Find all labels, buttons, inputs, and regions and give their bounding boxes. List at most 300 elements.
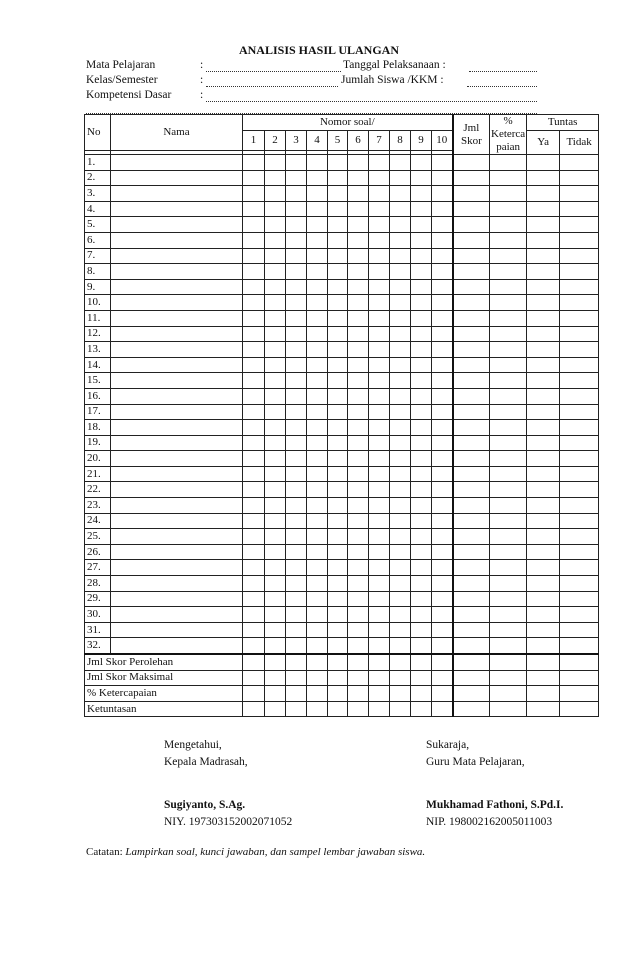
cell-nama — [111, 373, 243, 389]
cell-soal — [390, 420, 411, 436]
cell-ketercapaian — [490, 638, 527, 654]
cell-soal — [307, 201, 328, 217]
cell-soal — [286, 232, 307, 248]
cell-soal — [411, 513, 432, 529]
row-number: 21. — [85, 466, 111, 482]
cell-soal — [390, 326, 411, 342]
cell-ketercapaian — [490, 482, 527, 498]
cell-soal — [286, 670, 307, 686]
cell-tidak — [560, 466, 599, 482]
cell-soal — [286, 388, 307, 404]
cell-soal — [286, 357, 307, 373]
cell-soal — [328, 560, 348, 576]
cell-soal — [411, 248, 432, 264]
cell-soal — [265, 701, 286, 717]
cell-soal — [411, 342, 432, 358]
cell-tidak — [560, 607, 599, 623]
cell-soal — [243, 591, 265, 607]
cell-soal — [265, 310, 286, 326]
header-ketercapaian-line2: Keterca — [491, 128, 526, 140]
summary-row — [85, 686, 599, 702]
cell-jml-skor — [453, 576, 490, 592]
cell-nama — [111, 607, 243, 623]
cell-soal — [390, 435, 411, 451]
cell-soal — [348, 482, 369, 498]
cell-soal — [286, 560, 307, 576]
row-number: 24. — [85, 513, 111, 529]
cell-soal — [369, 342, 390, 358]
cell-ya — [527, 654, 560, 670]
cell-soal — [265, 232, 286, 248]
cell-soal — [411, 654, 432, 670]
cell-soal — [369, 591, 390, 607]
cell-ya — [527, 217, 560, 233]
cell-soal — [348, 170, 369, 186]
cell-soal — [286, 279, 307, 295]
cell-soal — [369, 217, 390, 233]
cell-tidak — [560, 155, 599, 171]
cell-soal — [307, 435, 328, 451]
cell-soal — [432, 155, 453, 171]
cell-soal — [411, 591, 432, 607]
row-number: 31. — [85, 622, 111, 638]
cell-soal — [243, 686, 265, 702]
cell-ketercapaian — [490, 435, 527, 451]
cell-nama — [111, 357, 243, 373]
row-number: 20. — [85, 451, 111, 467]
cell-soal — [243, 201, 265, 217]
table-row — [85, 373, 599, 389]
cell-jml-skor — [453, 482, 490, 498]
cell-tidak — [560, 420, 599, 436]
cell-soal — [411, 232, 432, 248]
cell-soal — [369, 155, 390, 171]
cell-soal — [390, 295, 411, 311]
cell-soal — [307, 670, 328, 686]
cell-nama — [111, 248, 243, 264]
cell-jml-skor — [453, 217, 490, 233]
cell-ya — [527, 607, 560, 623]
cell-soal — [328, 279, 348, 295]
cell-soal — [411, 420, 432, 436]
cell-soal — [307, 295, 328, 311]
cell-soal — [328, 342, 348, 358]
cell-soal — [328, 388, 348, 404]
cell-soal — [243, 264, 265, 280]
cell-ya — [527, 342, 560, 358]
cell-nama — [111, 388, 243, 404]
cell-soal — [265, 155, 286, 171]
cell-soal — [369, 326, 390, 342]
cell-ketercapaian — [490, 607, 527, 623]
cell-nama — [111, 217, 243, 233]
header-nama: Nama — [111, 115, 243, 151]
cell-soal — [390, 155, 411, 171]
row-number: 25. — [85, 529, 111, 545]
header-nomor-soal: Nomor soal/ — [243, 115, 453, 131]
cell-soal — [265, 466, 286, 482]
cell-soal — [411, 404, 432, 420]
cell-soal — [243, 232, 265, 248]
cell-soal — [307, 217, 328, 233]
cell-ya — [527, 388, 560, 404]
cell-soal — [286, 686, 307, 702]
cell-soal — [286, 544, 307, 560]
cell-soal — [369, 248, 390, 264]
cell-ya — [527, 201, 560, 217]
cell-soal — [307, 232, 328, 248]
cell-soal — [411, 607, 432, 623]
cell-soal — [307, 482, 328, 498]
cell-soal — [369, 654, 390, 670]
cell-soal — [243, 701, 265, 717]
cell-soal — [243, 155, 265, 171]
cell-soal — [390, 513, 411, 529]
row-number: 4. — [85, 201, 111, 217]
cell-jml-skor — [453, 295, 490, 311]
sig-left-id: NIY. 197303152002071052 — [164, 816, 293, 828]
cell-ketercapaian — [490, 498, 527, 514]
cell-soal — [390, 560, 411, 576]
cell-ya — [527, 170, 560, 186]
cell-soal — [432, 170, 453, 186]
cell-soal — [286, 217, 307, 233]
summary-row — [85, 670, 599, 686]
cell-ya — [527, 529, 560, 545]
cell-nama — [111, 155, 243, 171]
cell-ya — [527, 248, 560, 264]
cell-ketercapaian — [490, 404, 527, 420]
cell-ketercapaian — [490, 155, 527, 171]
row-number: 6. — [85, 232, 111, 248]
cell-tidak — [560, 622, 599, 638]
cell-soal — [432, 638, 453, 654]
cell-soal — [411, 435, 432, 451]
cell-soal — [243, 638, 265, 654]
cell-soal — [328, 701, 348, 717]
cell-soal — [328, 686, 348, 702]
cell-tidak — [560, 654, 599, 670]
cell-ketercapaian — [490, 295, 527, 311]
cell-soal — [328, 576, 348, 592]
cell-soal — [243, 373, 265, 389]
cell-soal — [243, 435, 265, 451]
cell-soal — [243, 388, 265, 404]
cell-soal — [243, 279, 265, 295]
cell-soal — [307, 529, 328, 545]
row-number: 7. — [85, 248, 111, 264]
cell-soal — [286, 201, 307, 217]
cell-soal — [243, 248, 265, 264]
cell-soal — [432, 435, 453, 451]
table-row — [85, 295, 599, 311]
cell-soal — [390, 638, 411, 654]
cell-soal — [328, 170, 348, 186]
cell-tidak — [560, 326, 599, 342]
cell-soal — [432, 404, 453, 420]
cell-soal — [328, 607, 348, 623]
cell-tidak — [560, 513, 599, 529]
cell-soal — [243, 326, 265, 342]
cell-ya — [527, 326, 560, 342]
cell-soal — [369, 560, 390, 576]
cell-soal — [328, 529, 348, 545]
cell-nama — [111, 466, 243, 482]
cell-soal — [265, 686, 286, 702]
cell-jml-skor — [453, 186, 490, 202]
cell-jml-skor — [453, 591, 490, 607]
cell-soal — [411, 357, 432, 373]
cell-jml-skor — [453, 279, 490, 295]
table-row — [85, 435, 599, 451]
cell-soal — [411, 279, 432, 295]
cell-ketercapaian — [490, 654, 527, 670]
cell-soal — [390, 248, 411, 264]
header-soal-5: 5 — [328, 130, 348, 150]
cell-jml-skor — [453, 201, 490, 217]
colon: : — [200, 89, 204, 101]
cell-ya — [527, 155, 560, 171]
cell-soal — [265, 591, 286, 607]
cell-soal — [432, 342, 453, 358]
cell-tidak — [560, 529, 599, 545]
cell-soal — [432, 529, 453, 545]
cell-soal — [411, 701, 432, 717]
cell-soal — [369, 404, 390, 420]
cell-soal — [390, 686, 411, 702]
cell-ya — [527, 264, 560, 280]
cell-ya — [527, 591, 560, 607]
cell-soal — [328, 232, 348, 248]
cell-soal — [307, 607, 328, 623]
cell-soal — [411, 686, 432, 702]
cell-ketercapaian — [490, 591, 527, 607]
cell-ketercapaian — [490, 560, 527, 576]
kompetensi-dasar-field — [206, 101, 537, 102]
row-number: 32. — [85, 638, 111, 654]
cell-tidak — [560, 357, 599, 373]
cell-soal — [369, 170, 390, 186]
cell-soal — [265, 529, 286, 545]
cell-soal — [243, 622, 265, 638]
cell-soal — [411, 451, 432, 467]
sig-right-line1: Sukaraja, — [426, 739, 470, 751]
cell-soal — [390, 264, 411, 280]
cell-tidak — [560, 498, 599, 514]
cell-tidak — [560, 388, 599, 404]
mata-pelajaran-field — [206, 71, 341, 72]
row-number: 5. — [85, 217, 111, 233]
cell-soal — [390, 404, 411, 420]
header-soal-9: 9 — [411, 130, 432, 150]
cell-soal — [390, 388, 411, 404]
cell-soal — [286, 326, 307, 342]
cell-soal — [307, 466, 328, 482]
cell-soal — [411, 264, 432, 280]
cell-soal — [286, 513, 307, 529]
cell-nama — [111, 264, 243, 280]
row-number: 13. — [85, 342, 111, 358]
header-soal-8: 8 — [390, 130, 411, 150]
table-row — [85, 638, 599, 654]
cell-soal — [432, 670, 453, 686]
cell-ya — [527, 701, 560, 717]
summary-row — [85, 701, 599, 717]
cell-soal — [328, 264, 348, 280]
cell-soal — [307, 388, 328, 404]
cell-soal — [390, 654, 411, 670]
cell-soal — [307, 451, 328, 467]
cell-soal — [286, 310, 307, 326]
cell-soal — [286, 607, 307, 623]
cell-ya — [527, 435, 560, 451]
cell-soal — [286, 529, 307, 545]
cell-tidak — [560, 186, 599, 202]
cell-soal — [369, 498, 390, 514]
cell-soal — [390, 217, 411, 233]
cell-soal — [348, 310, 369, 326]
cell-soal — [432, 186, 453, 202]
sig-right-id: NIP. 198002162005011003 — [426, 816, 553, 828]
cell-soal — [243, 342, 265, 358]
cell-soal — [307, 560, 328, 576]
cell-ya — [527, 279, 560, 295]
cell-tidak — [560, 232, 599, 248]
cell-nama — [111, 420, 243, 436]
cell-soal — [432, 622, 453, 638]
cell-soal — [390, 576, 411, 592]
cell-soal — [432, 482, 453, 498]
table-row — [85, 622, 599, 638]
summary-label: Ketuntasan — [85, 701, 243, 717]
cell-soal — [369, 201, 390, 217]
cell-ketercapaian — [490, 576, 527, 592]
cell-nama — [111, 638, 243, 654]
cell-soal — [307, 186, 328, 202]
cell-ya — [527, 466, 560, 482]
cell-soal — [265, 622, 286, 638]
row-number: 9. — [85, 279, 111, 295]
cell-ketercapaian — [490, 701, 527, 717]
cell-soal — [432, 466, 453, 482]
cell-soal — [411, 529, 432, 545]
cell-soal — [432, 686, 453, 702]
cell-soal — [265, 264, 286, 280]
cell-ya — [527, 451, 560, 467]
row-number: 8. — [85, 264, 111, 280]
cell-soal — [369, 264, 390, 280]
cell-soal — [307, 544, 328, 560]
cell-tidak — [560, 342, 599, 358]
cell-soal — [348, 248, 369, 264]
cell-soal — [369, 310, 390, 326]
cell-nama — [111, 435, 243, 451]
cell-soal — [390, 279, 411, 295]
cell-soal — [243, 576, 265, 592]
cell-soal — [432, 451, 453, 467]
cell-ketercapaian — [490, 326, 527, 342]
cell-soal — [390, 607, 411, 623]
cell-soal — [369, 529, 390, 545]
colon: : — [200, 59, 204, 71]
cell-soal — [348, 404, 369, 420]
cell-soal — [328, 404, 348, 420]
label-kompetensi-dasar: Kompetensi Dasar — [86, 89, 172, 101]
cell-jml-skor — [453, 155, 490, 171]
cell-soal — [348, 373, 369, 389]
cell-ketercapaian — [490, 264, 527, 280]
cell-soal — [328, 670, 348, 686]
cell-soal — [265, 638, 286, 654]
cell-soal — [348, 326, 369, 342]
cell-nama — [111, 529, 243, 545]
cell-ya — [527, 498, 560, 514]
cell-soal — [348, 217, 369, 233]
cell-soal — [307, 326, 328, 342]
cell-soal — [369, 295, 390, 311]
cell-ketercapaian — [490, 186, 527, 202]
cell-soal — [390, 466, 411, 482]
cell-soal — [307, 310, 328, 326]
cell-soal — [369, 186, 390, 202]
header-no: No — [85, 115, 111, 151]
cell-soal — [369, 373, 390, 389]
summary-label: Jml Skor Perolehan — [85, 654, 243, 670]
cell-soal — [348, 654, 369, 670]
cell-ketercapaian — [490, 513, 527, 529]
cell-nama — [111, 576, 243, 592]
cell-soal — [369, 544, 390, 560]
cell-ketercapaian — [490, 310, 527, 326]
cell-jml-skor — [453, 326, 490, 342]
header-tidak: Tidak — [560, 130, 599, 154]
cell-soal — [243, 544, 265, 560]
table-row — [85, 279, 599, 295]
cell-soal — [243, 670, 265, 686]
cell-soal — [328, 295, 348, 311]
cell-jml-skor — [453, 170, 490, 186]
cell-soal — [390, 186, 411, 202]
cell-jml-skor — [453, 248, 490, 264]
cell-ya — [527, 544, 560, 560]
cell-jml-skor — [453, 342, 490, 358]
table-row — [85, 357, 599, 373]
cell-soal — [411, 186, 432, 202]
cell-soal — [390, 357, 411, 373]
cell-soal — [328, 638, 348, 654]
cell-soal — [432, 357, 453, 373]
cell-soal — [243, 295, 265, 311]
row-number: 29. — [85, 591, 111, 607]
cell-soal — [243, 186, 265, 202]
cell-soal — [390, 498, 411, 514]
cell-ya — [527, 357, 560, 373]
cell-soal — [307, 576, 328, 592]
cell-soal — [348, 342, 369, 358]
cell-ketercapaian — [490, 544, 527, 560]
cell-soal — [348, 357, 369, 373]
cell-soal — [328, 201, 348, 217]
cell-soal — [265, 357, 286, 373]
cell-soal — [411, 217, 432, 233]
cell-nama — [111, 498, 243, 514]
table-row — [85, 232, 599, 248]
cell-soal — [390, 451, 411, 467]
table-row — [85, 591, 599, 607]
cell-soal — [390, 310, 411, 326]
cell-soal — [369, 576, 390, 592]
header-soal-2: 2 — [265, 130, 286, 150]
